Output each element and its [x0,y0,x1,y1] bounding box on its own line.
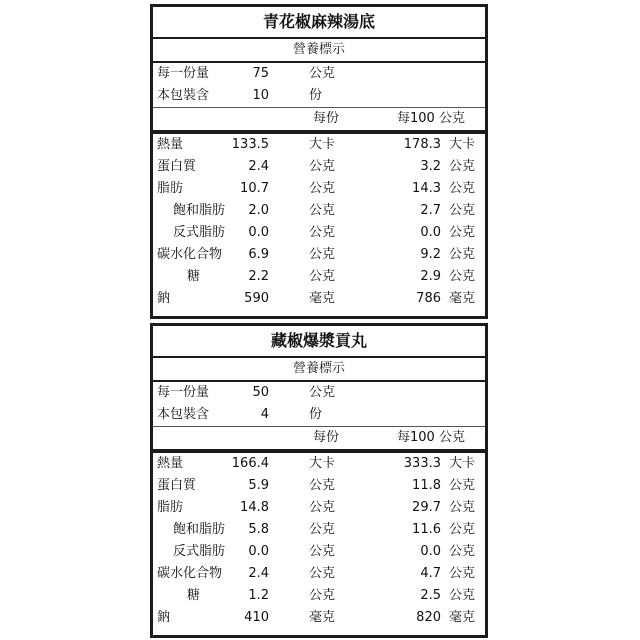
per-100g-value: 333.3 [403,456,441,471]
nutrient-row-trans-fat [153,222,485,244]
nutrient-name: 飽和脂肪 [173,203,226,218]
nutrient-name: 脂肪 [157,500,184,515]
nutrient-name: 糖 [187,588,201,603]
per-serving-unit: 公克 [309,159,336,174]
per-100g-unit: 公克 [449,588,476,603]
serving-size-row [153,382,485,404]
nutrient-row-protein [153,156,485,178]
per-serving-value: 5.9 [248,478,269,493]
label-title: 青花椒麻辣湯底 [153,7,485,39]
nutrient-name: 糖 [187,269,201,284]
nutrient-name: 碳水化合物 [157,247,223,262]
per-serving-unit: 大卡 [309,456,336,471]
label-subtitle: 營養標示 [153,358,485,382]
per-100g-unit: 公克 [449,181,476,196]
per-100g-unit: 大卡 [449,137,476,152]
per-100g-unit: 公克 [449,500,476,515]
per-serving-header: 每份 [313,111,340,126]
per-serving-value: 2.0 [248,203,269,218]
serving-size-unit: 公克 [309,66,336,81]
per-serving-value: 2.4 [248,159,269,174]
serving-size-label: 每一份量 [157,66,210,81]
per-serving-unit: 毫克 [309,610,336,625]
per-serving-value: 10.7 [240,181,269,196]
servings-per-pack-label: 本包裝含 [157,407,210,422]
per-serving-value: 166.4 [231,456,269,471]
per-100g-value: 786 [416,291,441,306]
per-100g-value: 178.3 [403,137,441,152]
serving-size-value: 50 [252,385,269,400]
per-serving-value: 410 [244,610,269,625]
per-100g-unit: 公克 [449,478,476,493]
servings-per-pack-label: 本包裝含 [157,88,210,103]
nutrient-row-energy [153,453,485,475]
nutrient-name: 脂肪 [157,181,184,196]
per-serving-unit: 公克 [309,522,336,537]
per-serving-header: 每份 [313,430,340,445]
per-100g-header: 每100 公克 [397,111,465,126]
serving-size-unit: 公克 [309,385,336,400]
per-100g-value: 29.7 [412,500,441,515]
per-100g-value: 4.7 [420,566,441,581]
nutrient-row-protein [153,475,485,497]
per-serving-value: 6.9 [248,247,269,262]
servings-per-pack-row [153,85,485,108]
nutrient-name: 熱量 [157,137,184,152]
label-subtitle: 營養標示 [153,39,485,63]
per-serving-value: 0.0 [248,225,269,240]
per-serving-unit: 公克 [309,566,336,581]
label-title: 藏椒爆漿貢丸 [153,326,485,358]
per-serving-value: 2.4 [248,566,269,581]
servings-per-pack-value: 4 [260,407,269,422]
nutrient-name: 蛋白質 [157,478,197,493]
per-100g-unit: 公克 [449,522,476,537]
per-100g-unit: 公克 [449,247,476,262]
per-serving-unit: 公克 [309,225,336,240]
per-100g-header: 每100 公克 [397,430,465,445]
per-serving-value: 133.5 [231,137,269,152]
per-100g-unit: 毫克 [449,291,476,306]
nutrient-row-carbohydrate [153,244,485,266]
servings-per-pack-value: 10 [252,88,269,103]
per-serving-value: 5.8 [248,522,269,537]
servings-per-pack-unit: 份 [309,407,323,422]
per-100g-value: 2.5 [420,588,441,603]
per-100g-unit: 公克 [449,544,476,559]
per-100g-value: 11.8 [412,478,441,493]
per-serving-unit: 公克 [309,269,336,284]
nutrient-name: 熱量 [157,456,184,471]
per-serving-value: 1.2 [248,588,269,603]
per-serving-unit: 公克 [309,478,336,493]
nutrient-name: 鈉 [157,610,171,625]
per-100g-unit: 大卡 [449,456,476,471]
nutrient-row-saturated-fat [153,200,485,222]
nutrient-row-saturated-fat [153,519,485,541]
per-100g-unit: 公克 [449,566,476,581]
per-serving-unit: 公克 [309,181,336,196]
per-serving-unit: 公克 [309,588,336,603]
per-serving-unit: 公克 [309,544,336,559]
per-100g-unit: 毫克 [449,610,476,625]
nutrient-row-fat [153,497,485,519]
per-serving-unit: 毫克 [309,291,336,306]
per-100g-unit: 公克 [449,203,476,218]
nutrient-row-energy [153,134,485,156]
per-serving-unit: 公克 [309,203,336,218]
per-100g-unit: 公克 [449,159,476,174]
per-100g-value: 9.2 [420,247,441,262]
per-100g-value: 2.9 [420,269,441,284]
nutrition-label-1 [150,4,488,319]
nutrient-row-sugar [153,585,485,607]
per-serving-unit: 大卡 [309,137,336,152]
nutrient-row-trans-fat [153,541,485,563]
serving-size-label: 每一份量 [157,385,210,400]
column-header-row [153,108,485,134]
per-serving-unit: 公克 [309,500,336,515]
per-serving-value: 590 [244,291,269,306]
serving-size-row [153,63,485,85]
per-100g-value: 11.6 [412,522,441,537]
per-100g-value: 2.7 [420,203,441,218]
nutrient-name: 碳水化合物 [157,566,223,581]
servings-per-pack-row [153,404,485,427]
per-serving-value: 0.0 [248,544,269,559]
nutrient-name: 反式脂肪 [173,544,226,559]
per-100g-unit: 公克 [449,269,476,284]
nutrient-row-sodium [153,607,485,629]
per-100g-value: 0.0 [420,225,441,240]
column-header-row [153,427,485,453]
nutrient-name: 蛋白質 [157,159,197,174]
per-100g-unit: 公克 [449,225,476,240]
nutrient-row-fat [153,178,485,200]
per-serving-value: 14.8 [240,500,269,515]
per-serving-unit: 公克 [309,247,336,262]
per-100g-value: 3.2 [420,159,441,174]
nutrient-name: 飽和脂肪 [173,522,226,537]
serving-size-value: 75 [252,66,269,81]
nutrient-name: 鈉 [157,291,171,306]
per-100g-value: 14.3 [412,181,441,196]
nutrient-row-sodium [153,288,485,310]
per-100g-value: 0.0 [420,544,441,559]
servings-per-pack-unit: 份 [309,88,323,103]
nutrient-name: 反式脂肪 [173,225,226,240]
nutrient-row-sugar [153,266,485,288]
per-serving-value: 2.2 [248,269,269,284]
nutrient-row-carbohydrate [153,563,485,585]
nutrition-label-2 [150,323,488,638]
per-100g-value: 820 [416,610,441,625]
